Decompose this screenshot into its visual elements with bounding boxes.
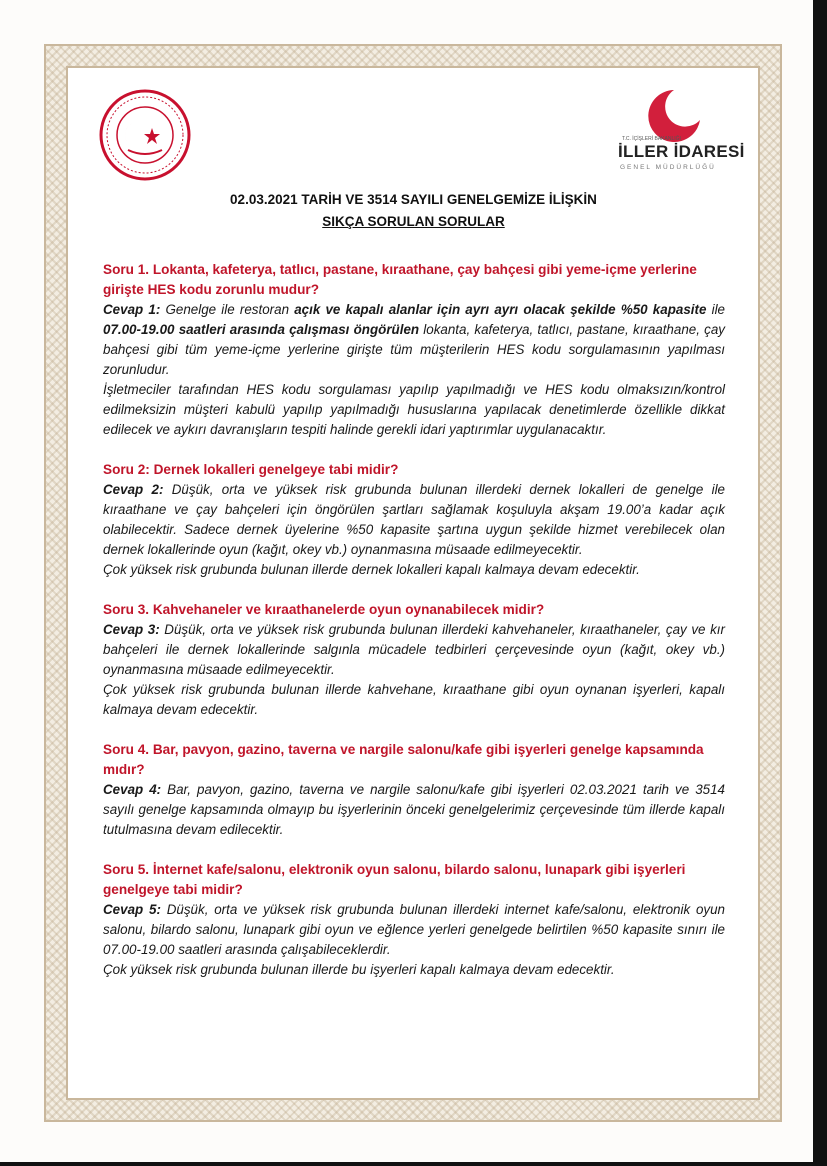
answer [103,300,725,440]
faq-item [103,860,725,980]
answer [103,480,725,580]
document-subtitle: SIKÇA SORULAN SORULAR [322,214,505,229]
iller-idaresi-logo [612,88,745,184]
faq-item [103,260,725,440]
answer-text: Düşük, orta ve yüksek risk grubunda bulunan illerdeki dernek lokalleri de genelge ile kıraathane ve çay bahçeleri için öngörülen şartları sağlamak koşuluyla akşam 19.00’a kadar açık olabilecektir. Sadece dernek üyelerine %50 kapasite şartına uygun şekilde hizmet verebilecek olan dernek lokallerinde oyun (kağıt, okey vb.) oynanmasına müsaade edilmeyecektir. [103,482,725,557]
answer-emphasis: açık ve kapalı alanlar için ayrı ayrı olacak şekilde %50 kapasite [294,302,707,317]
answer-paragraph: Çok yüksek risk grubunda bulunan illerde dernek lokalleri kapalı kalmaya devam edecektir. [103,562,640,577]
answer-label: Cevap 2: [103,482,164,497]
answer-text: Bar, pavyon, gazino, taverna ve nargile salonu/kafe gibi işyerleri 02.03.2021 tarih ve 3514 sayılı genelge kapsamında olmayıp bu işyerlerinin önceki genelgelerimiz çerçevesinde tüm illerde kapalı tutulmasına devam edilecektir. [103,782,725,837]
answer-text: Genelge ile restoran [160,302,295,317]
question: Soru 5. İnternet kafe/salonu, elektronik oyun salonu, bilardo salonu, lunapark gibi işyerleri genelgeye tabi midir? [103,862,686,897]
answer-paragraph: Çok yüksek risk grubunda bulunan illerde kahvehane, kıraathane gibi oyun oynanan işyerleri, kapalı kalmaya devam edecektir. [103,682,725,717]
answer-text: Düşük, orta ve yüksek risk grubunda bulunan illerdeki internet kafe/salonu, elektronik oyun salonu, bilardo salonu, lunapark gibi oyun ve eğlence yerleri genelgede belirtilen %50 kapasite sınırı ile 07.00-19.00 saatleri arasında çalışabileceklerdir. [103,902,725,957]
answer-label: Cevap 3: [103,622,160,637]
question: Soru 4. Bar, pavyon, gazino, taverna ve nargile salonu/kafe gibi işyerleri genelge kapsamında mıdır? [103,742,704,777]
question: Soru 3. Kahvehaneler ve kıraathanelerde oyun oynanabilecek midir? [103,602,545,617]
answer [103,780,725,840]
answer-label: Cevap 1: [103,302,161,317]
answer-label: Cevap 5: [103,902,161,917]
brand-subtitle: GENEL MÜDÜRLÜĞÜ [620,164,716,171]
answer-emphasis: 07.00-19.00 saatleri arasında çalışması öngörülen [103,322,420,337]
faq-content [103,260,725,1000]
faq-item [103,460,725,580]
document-title: 02.03.2021 TARİH VE 3514 SAYILI GENELGEMİZE İLİŞKİN [230,192,597,207]
question: Soru 2: Dernek lokalleri genelgeye tabi midir? [103,462,399,477]
ministry-seal-icon [98,88,192,182]
ministry-caption: T.C. İÇİŞLERİ BAKANLIĞI [622,136,681,142]
answer [103,900,725,980]
faq-item [103,600,725,720]
answer-text: ile [706,302,725,317]
brand-name: İLLER İDARESİ [618,142,745,161]
faq-item [103,740,725,840]
question: Soru 1. Lokanta, kafeterya, tatlıcı, pastane, kıraathane, çay bahçesi gibi yeme-içme yerlerine girişte HES kodu zorunlu mudur? [103,262,697,297]
answer-paragraph: İşletmeciler tarafından HES kodu sorgulaması yapılıp yapılmadığı ve HES kodu olmaksızın/kontrol edilmeksizin müşteri kabulü yapılıp yapılmadığı hususlarına yapılacak denetimlerde özellikle dikkat edilecek ve aykırı davranışların tespiti halinde gerekli idari yaptırımlar uygulanacaktır. [103,382,725,437]
answer-paragraph: Çok yüksek risk grubunda bulunan illerde bu işyerleri kapalı kalmaya devam edecektir. [103,962,615,977]
answer-text: lokanta, kafeterya, tatlıcı, pastane, kıraathane, çay bahçesi gibi tüm yeme-içme yerlerine girişte tüm müşterilerin HES kodu sorgulamasının yapılması zorunludur. [103,322,725,377]
answer [103,620,725,720]
answer-text: Düşük, orta ve yüksek risk grubunda bulunan illerdeki kahvehaneler, kıraathaneler, çay ve kır bahçeleri ile dernek lokallerinde salgınla mücadele tedbirleri çerçevesinde oyun (kağıt, okey vb.) oynanmasına müsaade edilmeyecektir. [103,622,725,677]
answer-label: Cevap 4: [103,782,162,797]
